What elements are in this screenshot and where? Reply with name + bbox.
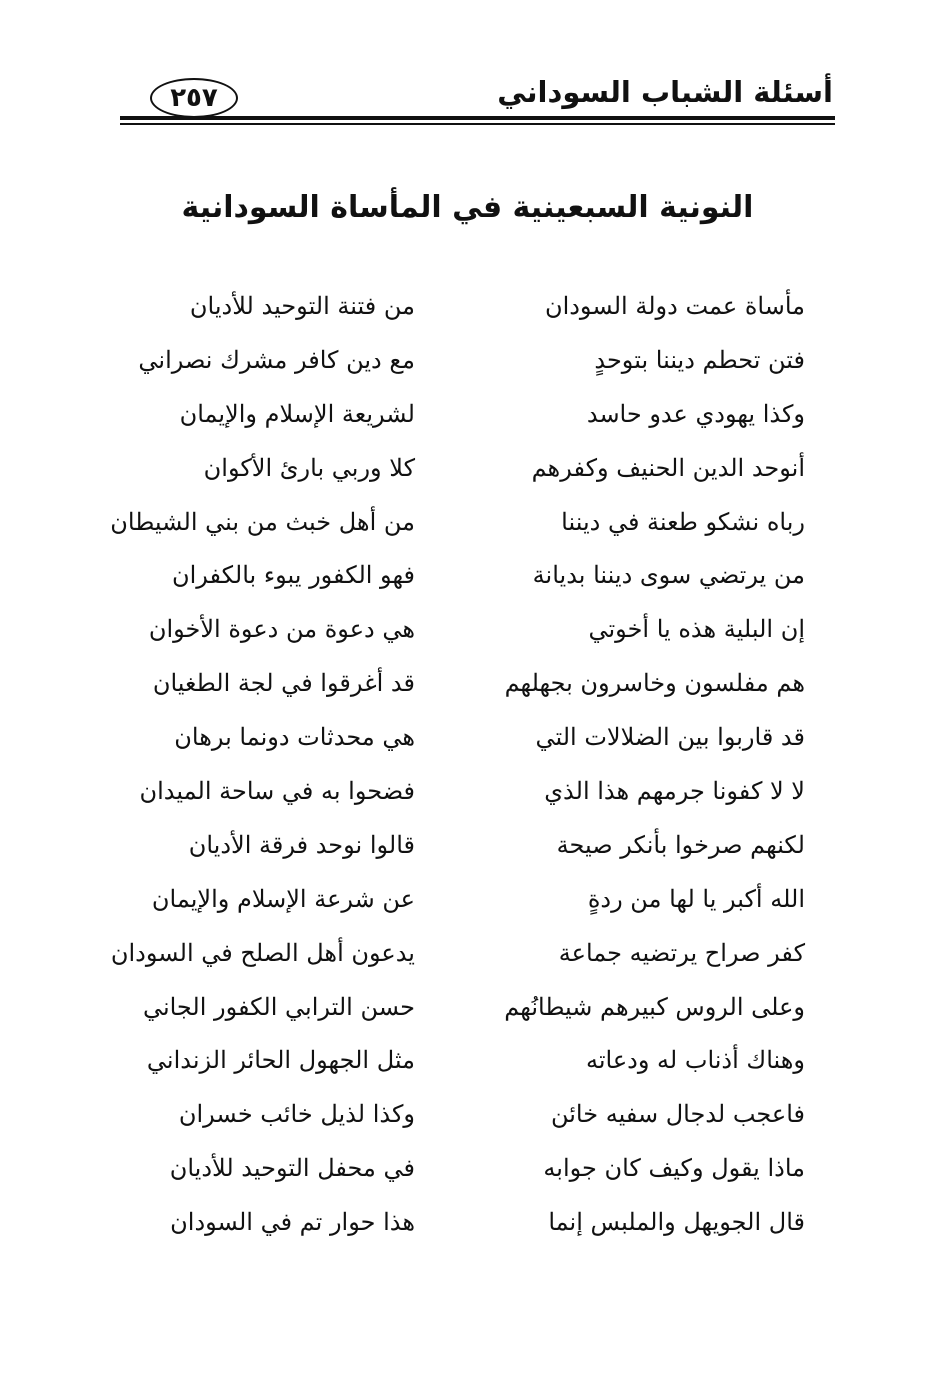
verse-second-hemistich: عن شرعة الإسلام والإيمان <box>151 884 415 913</box>
header-rule-thin <box>120 123 835 125</box>
verse-second-hemistich: قد أغرقوا في لجة الطغيان <box>152 669 415 698</box>
verse-second-hemistich: فضحوا به في ساحة الميدان <box>139 777 415 806</box>
verse-second-hemistich: هي دعوة من دعوة الأخوان <box>148 615 415 644</box>
verse <box>100 769 835 823</box>
verse <box>100 661 835 715</box>
verse-first-hemistich: رباه نشكو طعنة في ديننا <box>561 507 805 536</box>
verse-first-hemistich: ماذا يقول وكيف كان جوابه <box>543 1154 805 1183</box>
verse <box>100 823 835 877</box>
verse-first-hemistich: أنوحد الدين الحنيف وكفرهم <box>531 453 805 482</box>
verse <box>100 446 835 500</box>
verse-second-hemistich: وكذا لذيل خائب خسران <box>178 1100 415 1129</box>
verse-second-hemistich: حسن الترابي الكفور الجاني <box>142 992 415 1021</box>
poem-title: النونية السبعينية في المأساة السودانية <box>181 190 754 225</box>
verse-second-hemistich: هي محدثات دونما برهان <box>174 723 415 752</box>
verse <box>100 931 835 985</box>
verse <box>100 284 835 338</box>
header-rule <box>120 116 835 120</box>
verse-second-hemistich: مثل الجهول الحائر الزنداني <box>146 1046 415 1075</box>
verse-first-hemistich: إن البلية هذه يا أخوتي <box>588 615 805 644</box>
verse-second-hemistich: مع دين كافر مشرك نصراني <box>138 345 415 374</box>
verse-second-hemistich: هذا حوار تم في السودان <box>170 1208 415 1237</box>
verse-first-hemistich: الله أكبر يا لها من ردةٍ <box>587 884 805 913</box>
verse-first-hemistich: كفر صراح يرتضيه جماعة <box>558 938 805 967</box>
verse-first-hemistich: وهناك أذناب له ودعاته <box>585 1046 805 1075</box>
verse <box>100 877 835 931</box>
verse-first-hemistich: وكذا يهودي عدو حاسد <box>586 399 805 428</box>
verse <box>100 715 835 769</box>
verse-first-hemistich: من يرتضي سوى ديننا بديانة <box>532 561 805 590</box>
verse-second-hemistich: لشريعة الإسلام والإيمان <box>179 399 415 428</box>
verse-second-hemistich: من فتنة التوحيد للأديان <box>189 292 415 320</box>
verse-second-hemistich: كلا وربي بارئ الأكوان <box>203 453 415 482</box>
book-title: أسئلة الشباب السوداني <box>497 75 833 109</box>
verse-first-hemistich: قال الجويهل والملبس إنما <box>548 1208 805 1237</box>
verse-first-hemistich: مأساة عمت دولة السودان <box>544 292 805 320</box>
verse-first-hemistich: لكنهم صرخوا بأنكر صيحة <box>556 830 805 859</box>
verse <box>100 338 835 392</box>
verse-first-hemistich: قد قاربوا بين الضلالات التي <box>535 723 805 752</box>
verse <box>100 553 835 607</box>
verse-first-hemistich: فتن تحطم ديننا بتوحدٍ <box>594 345 805 374</box>
verse-first-hemistich: فاعجب لدجال سفيه خائن <box>550 1100 805 1129</box>
verse <box>100 985 835 1039</box>
poem-body <box>100 284 835 1254</box>
verse <box>100 392 835 446</box>
verse <box>100 1200 835 1254</box>
verse-second-hemistich: من أهل خبث من بني الشيطان <box>110 507 415 536</box>
page-number: ٢٥٧ <box>150 78 238 118</box>
verse-second-hemistich: فهو الكفور يبوء بالكفران <box>171 561 415 590</box>
verse-second-hemistich: في محفل التوحيد للأديان <box>169 1154 415 1183</box>
verse <box>100 607 835 661</box>
verse <box>100 1038 835 1092</box>
verse <box>100 1146 835 1200</box>
verse <box>100 500 835 554</box>
verse <box>100 1092 835 1146</box>
verse-first-hemistich: لا لا كفونا جرمهم هذا الذي <box>544 777 805 806</box>
verse-second-hemistich: قالوا نوحد فرقة الأديان <box>188 830 415 859</box>
verse-first-hemistich: وعلى الروس كبيرهم شيطانُهم <box>504 992 805 1021</box>
verse-second-hemistich: يدعون أهل الصلح في السودان <box>110 938 415 967</box>
verse-first-hemistich: هم مفلسون وخاسرون بجهلهم <box>504 669 805 698</box>
